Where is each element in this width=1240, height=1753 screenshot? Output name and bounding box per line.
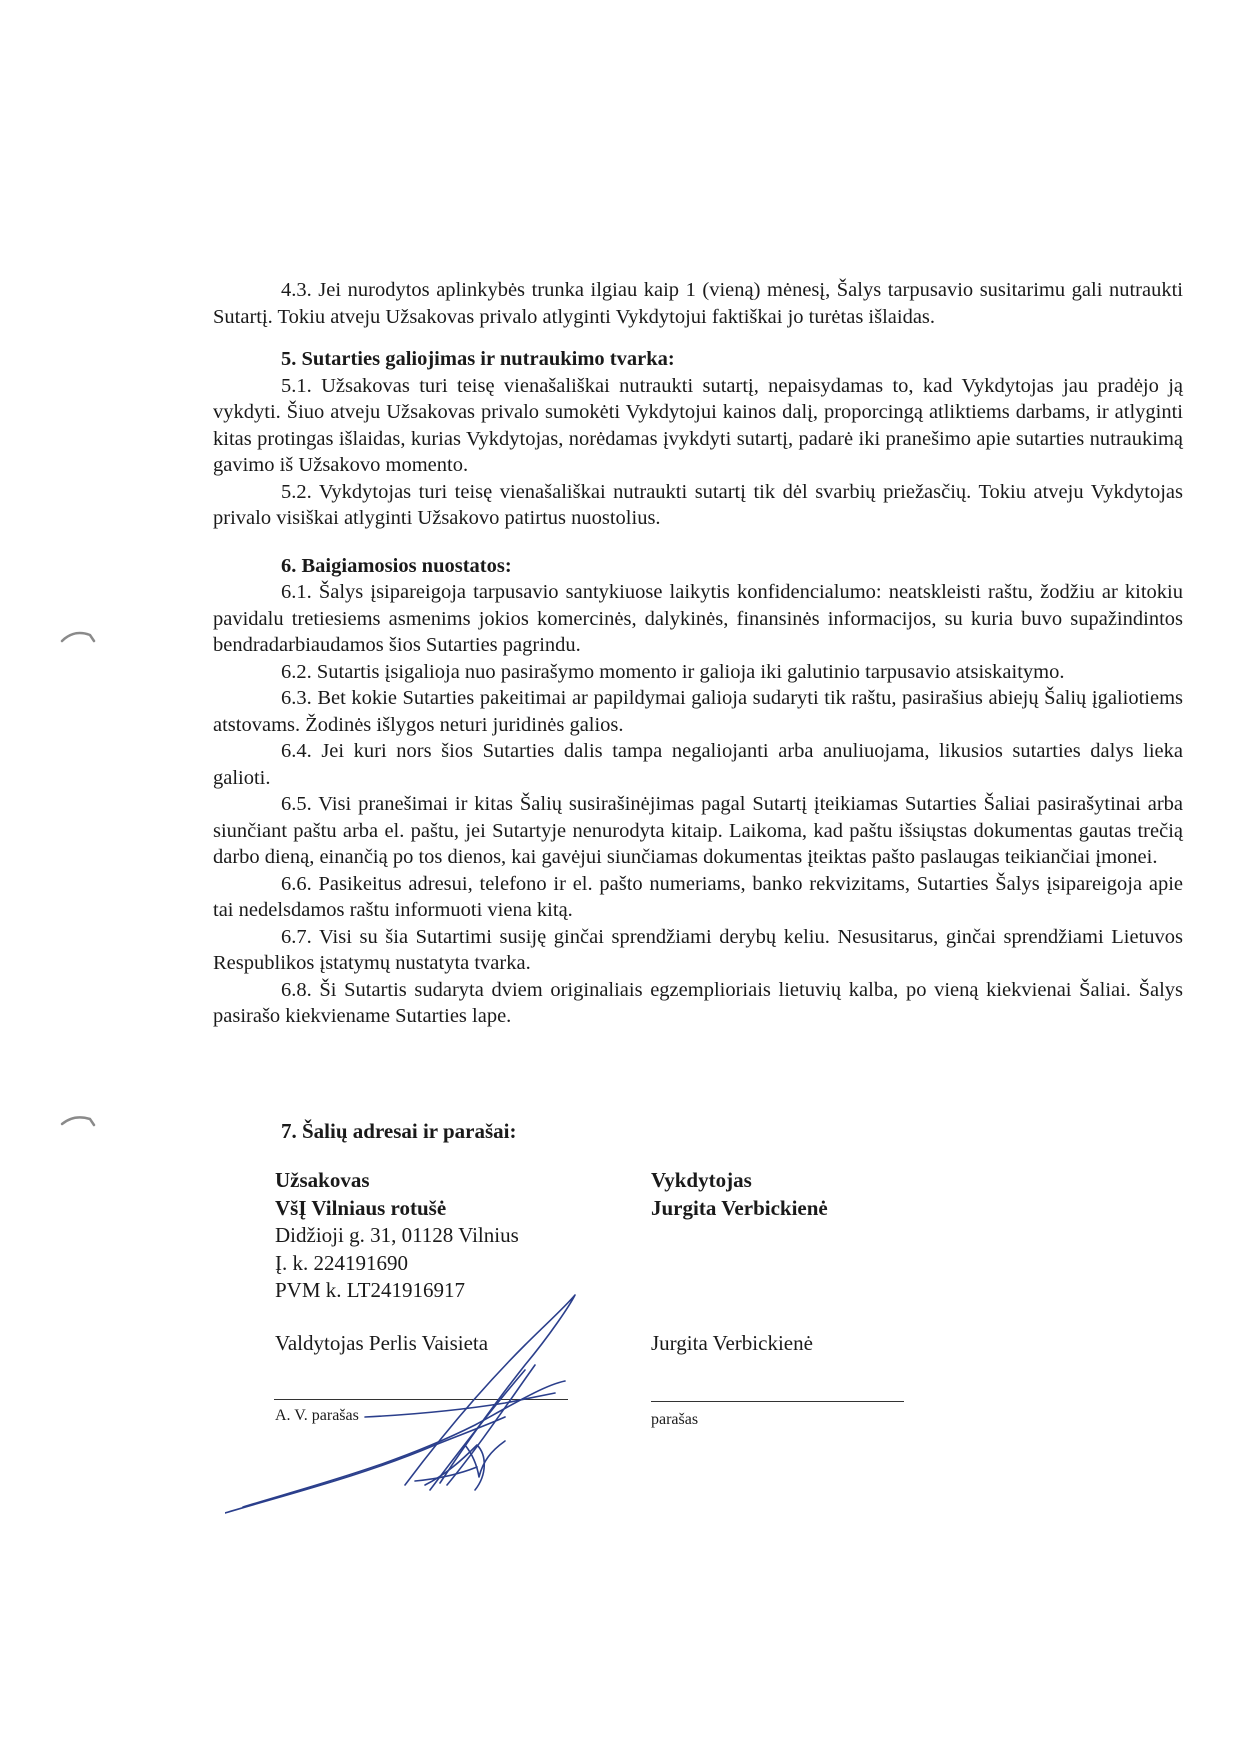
section-6-heading: 6. Baigiamosios nuostatos: [281, 554, 512, 577]
section-7-heading: 7. Šalių adresai ir parašai: [281, 1119, 517, 1143]
clause-4-3: 4.3. Jei nurodytos aplinkybės trunka ilgiau kaip 1 (vieną) mėnesį, Šalys tarpusavio susitarimu gali nutraukti Sutartį. Tokiu atveju Užsakovas privalo atlyginti Vykdytojui faktiškai jo turėtas išlaidas. [213, 279, 1183, 328]
contractor-role: Vykdytojas [651, 1168, 752, 1192]
contractor-details [651, 1167, 971, 1222]
client-vat-code: PVM k. LT241916917 [275, 1278, 465, 1302]
client-signer: Valdytojas Perlis Vaisieta [275, 1331, 489, 1355]
handwritten-signature [225, 1285, 645, 1515]
contractor-signature-line [651, 1401, 904, 1402]
clause-6-8: 6.8. Ši Sutartis sudaryta dviem originaliais egzemplioriais lietuvių kalba, po vieną kiekvienai Šaliai. Šalys pasirašo kiekviename Sutarties lape. [213, 978, 1183, 1027]
contractor-signature-caption: parašas [651, 1411, 699, 1428]
clause-6-1: 6.1. Šalys įsipareigoja tarpusavio santykiuose laikytis konfidencialumo: neatskleisti raštu, žodžiu ar kitokiu pavidalu tretiesiems asmenims jokios komercinės, dalykinės, finansinės informacijos, su kuria buvo supažindintos bendradarbiaudamos šios Sutarties pagrindu. [213, 581, 1183, 656]
contract-body [213, 277, 1183, 1030]
client-signature-caption: A. V. parašas [275, 1407, 359, 1424]
punch-hole-mark-icon [60, 1112, 100, 1128]
client-address: Didžioji g. 31, 01128 Vilnius [275, 1223, 519, 1247]
clause-6-7: 6.7. Visi su šia Sutartimi susiję ginčai sprendžiami derybų keliu. Nesusitarus, ginčai sprendžiami Lietuvos Respublikos įstatymų nustatyta tvarka. [213, 925, 1183, 974]
clause-6-6: 6.6. Pasikeitus adresui, telefono ir el. pašto numeriams, banko rekvizitams, Sutarties Šalys įsipareigoja apie tai nedelsdamos raštu informuoti viena kitą. [213, 872, 1183, 921]
client-details [275, 1167, 595, 1305]
clause-5-2: 5.2. Vykdytojas turi teisę vienašališkai nutraukti sutartį tik dėl svarbių priežasčių. Tokiu atveju Vykdytojas privalo visiškai atlyginti Užsakovo patirtus nuostolius. [213, 480, 1183, 529]
contractor-name: Jurgita Verbickienė [651, 1195, 828, 1220]
clause-6-4: 6.4. Jei kuri nors šios Sutarties dalis tampa negaliojanti arba anuliuojama, likusios sutarties dalys lieka galioti. [213, 740, 1183, 789]
section-5-heading: 5. Sutarties galiojimas ir nutraukimo tvarka: [281, 348, 675, 370]
client-role: Užsakovas [275, 1168, 370, 1192]
clause-6-2: 6.2. Sutartis įsigalioja nuo pasirašymo momento ir galioja iki galutinio tarpusavio atsiskaitymo. [281, 660, 1065, 683]
contractor-signer: Jurgita Verbickienė [651, 1331, 813, 1355]
clause-6-3: 6.3. Bet kokie Sutarties pakeitimai ar papildymai galioja sudaryti tik raštu, pasirašius abiejų Šalių įgaliotiems atstovams. Žodinės išlygos neturi juridinės galios. [213, 687, 1183, 736]
clause-5-1: 5.1. Užsakovas turi teisę vienašališkai nutraukti sutartį, nepaisydamas to, kad Vykdytojas jau pradėjo ją vykdyti. Šiuo atveju Užsakovas privalo sumokėti Vykdytojui kainos dalį, proporcingą atliktiems darbams, ir atlyginti kitas protingas išlaidas, kurias Vykdytojas, norėdamas įvykdyti sutartį, padarė iki pranešimo apie sutarties nutraukimą gavimo iš Užsakovo momento. [213, 374, 1183, 476]
client-name: VšĮ Vilniaus rotušė [275, 1195, 447, 1220]
clause-6-5: 6.5. Visi pranešimai ir kitas Šalių susirašinėjimas pagal Sutartį įteikiamas Sutarties Šaliai pasirašytinai arba siunčiant paštu arba el. paštu, jei Sutartyje nenurodyta kitaip. Laikoma, kad paštu išsiųstas dokumentas gautas trečią darbo dieną, einančią po tos dienos, kai gavėjui siunčiamas dokumentas įteiktas pašto paslaugas teikiančiai įmonei. [213, 793, 1183, 868]
punch-hole-mark-icon [60, 627, 100, 643]
client-company-code: Į. k. 224191690 [275, 1250, 408, 1275]
